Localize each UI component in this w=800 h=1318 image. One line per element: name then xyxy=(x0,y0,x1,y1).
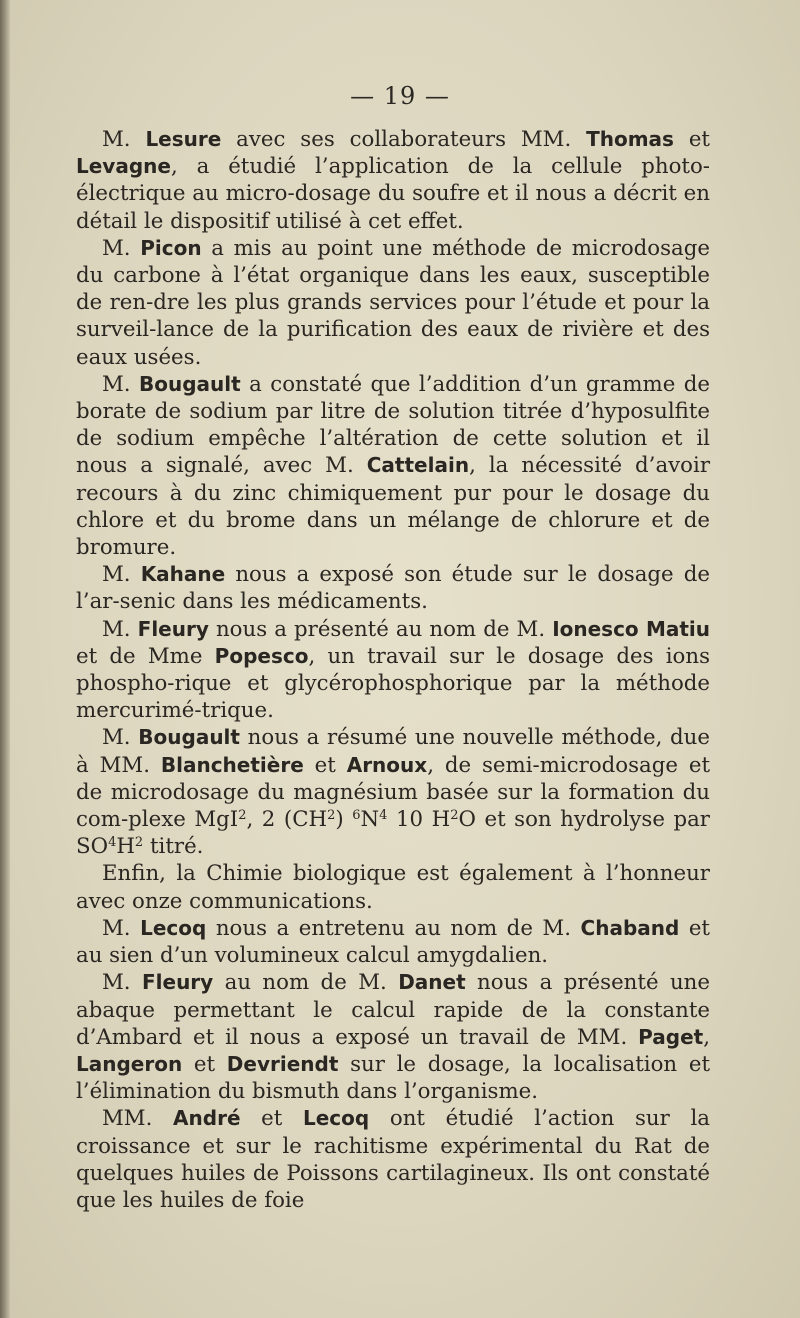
page-number: — 19 — xyxy=(350,82,450,110)
superscript: 2 xyxy=(134,835,144,851)
text-run: a mis au point une méthode de microdosage du carbone à l’état organique dans les eaux, susceptible de ren-dre les plus grands services pour l’étude et pour la surveil-lance de la purification des eaux de rivière et des eaux usées. xyxy=(76,235,710,370)
text-run: nous a présenté au nom de M. xyxy=(208,616,553,642)
text-run: ) xyxy=(335,807,353,833)
person-name: Paget xyxy=(638,1024,704,1049)
text-run: M. xyxy=(102,616,138,642)
text-run: , la nécessité d’avoir recours à du zinc chimiquement pur pour le dosage du chlore et du brome dans un mélange de chlorure et de bromure. xyxy=(76,453,710,561)
person-name: Bougault xyxy=(138,725,240,750)
text-run: nous a entretenu au nom de M. xyxy=(206,915,581,941)
superscript: 4 xyxy=(379,808,388,824)
text-run: sur le dosage, la localisation et l’élimination du bismuth dans l’organisme. xyxy=(76,1051,711,1105)
text-run: M. xyxy=(102,562,141,588)
text-run: H xyxy=(116,834,135,860)
text-run: et de Mme xyxy=(76,643,215,669)
text-run: 10 H xyxy=(387,807,451,833)
paragraph xyxy=(76,1105,710,1214)
text-run: , de semi-microdosage et de microdosage du magnésium basée sur la formation du com-plexe MgI xyxy=(76,752,711,833)
person-name: Kahane xyxy=(140,562,226,587)
text-run: , xyxy=(703,1024,710,1050)
text-run: et au sien d’un volumineux calcul amygdalien. xyxy=(76,915,710,969)
person-name: Thomas xyxy=(586,127,674,151)
person-name: Chaband xyxy=(580,915,680,940)
person-name: Langeron xyxy=(76,1051,183,1076)
text-run: a constaté que l’addition d’un gramme de borate de sodium par litre de solution titrée d’hyposulfite de sodium empêche l’altération de cette solution et il nous a signalé, avec M. xyxy=(76,371,710,479)
person-name: Popesco xyxy=(214,643,309,668)
person-name: Ionesco Matiu xyxy=(552,616,710,641)
person-name: Cattelain xyxy=(366,453,470,478)
text-run: M. xyxy=(102,127,146,152)
person-name: Fleury xyxy=(137,616,209,641)
text-run: M. xyxy=(102,235,141,261)
text-run: nous a exposé son étude sur le dosage de l’ar-senic dans les médicaments. xyxy=(76,562,710,615)
person-name: Danet xyxy=(398,970,466,995)
person-name: Devriendt xyxy=(226,1051,339,1076)
text-run: MM. xyxy=(102,1106,174,1132)
person-name: Bougault xyxy=(139,371,241,396)
person-name: Picon xyxy=(140,235,202,260)
person-name: Lecoq xyxy=(140,915,207,940)
text-run: , 2 (CH xyxy=(246,807,328,833)
person-name: André xyxy=(173,1106,241,1131)
text-run: et xyxy=(303,752,347,778)
paragraph xyxy=(76,235,710,371)
text-run: nous a présenté une abaque permettant le calcul rapide de la constante d’Ambard et il nous a exposé un travail de MM. xyxy=(76,970,710,1050)
text-run: M. xyxy=(102,725,139,751)
person-name: Levagne xyxy=(76,154,171,179)
person-name: Blanchetière xyxy=(160,752,304,777)
paragraph xyxy=(76,724,710,860)
superscript: 6 xyxy=(352,808,361,824)
paragraph xyxy=(76,371,710,561)
text-run: O et son hydrolyse par SO xyxy=(76,807,710,860)
superscript: 2 xyxy=(327,808,336,824)
paragraph xyxy=(76,126,710,235)
body-text xyxy=(76,126,710,1214)
text-run: et xyxy=(673,127,710,152)
superscript: 2 xyxy=(450,808,459,824)
text-run: et xyxy=(182,1051,227,1077)
text-run: et xyxy=(240,1106,303,1132)
paragraph xyxy=(76,561,710,615)
person-name: Lesure xyxy=(145,127,222,151)
person-name: Fleury xyxy=(141,970,214,995)
superscript: 2 xyxy=(238,808,247,824)
page-binding-edge xyxy=(0,0,10,1318)
paragraph xyxy=(76,969,710,1105)
paragraph xyxy=(76,860,710,914)
paragraph xyxy=(76,616,710,725)
text-run: Enfin, la Chimie biologique est également à l’honneur avec onze communications. xyxy=(76,861,710,914)
text-run: , a étudié l’application de la cellule photo-électrique au micro-dosage du soufre et il nous a décrit en détail le dispositif utilisé à cet effet. xyxy=(76,154,710,234)
text-run: au nom de M. xyxy=(213,970,399,996)
superscript: 4 xyxy=(108,835,117,851)
text-run: N xyxy=(360,807,380,833)
text-run: M. xyxy=(102,970,142,996)
text-run: nous a résumé une nouvelle méthode, due à MM. xyxy=(76,725,710,778)
person-name: Lecoq xyxy=(303,1106,370,1131)
text-run: M. xyxy=(102,371,140,397)
text-run: , un travail sur le dosage des ions phospho-rique et glycérophosphorique par la méthode mercurimé-trique. xyxy=(76,643,710,724)
text-run: M. xyxy=(102,915,141,941)
text-run: avec ses collaborateurs MM. xyxy=(221,127,587,152)
paragraph xyxy=(76,915,710,969)
text-run: titré. xyxy=(143,834,204,860)
text-run: ont étudié l’action sur la croissance et sur le rachitisme expérimental du Rat de quelques huiles de Poissons cartilagineux. Ils ont constaté que les huiles de foie xyxy=(76,1106,710,1213)
person-name: Arnoux xyxy=(346,752,428,777)
